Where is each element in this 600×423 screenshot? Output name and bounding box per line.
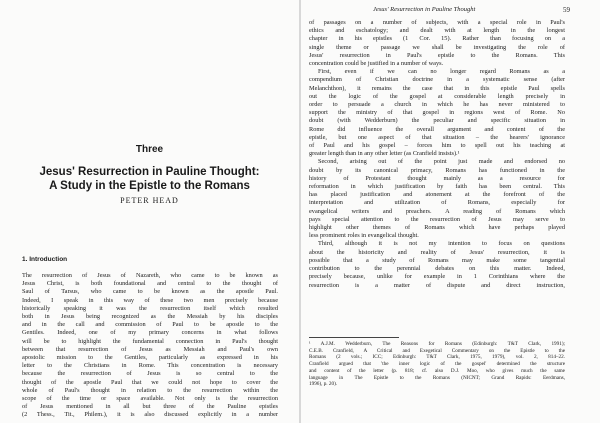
footnote-rule (309, 337, 399, 338)
text-line: highlight other themes of Romans which have perhaps played (309, 224, 565, 232)
footnote-line: ¹ A.J.M. Wedderburn, The Reasons for Romans (Edinburgh: T&T Clark, 1991); (309, 341, 565, 347)
left-body-text (22, 272, 278, 420)
text-line: Saul of Tarsus, who came to be known as the apostle Paul. (22, 288, 278, 296)
section-heading: 1. Introduction (22, 256, 68, 263)
text-line: out the logic of the gospel at considerable length precisely in (309, 92, 565, 100)
text-line: First, even if we can no longer regard Romans as a (318, 68, 565, 76)
left-page (0, 0, 299, 423)
chapter-title (0, 165, 299, 193)
text-line: (2 Thess., Tit., Philem.), it is also discussed explicitly in a number (22, 411, 278, 419)
text-line: has placed justification and atonement at the forefront of the (309, 191, 565, 199)
text-line: of Paul and his gospel – forces him to spell out his teaching at (309, 142, 565, 150)
text-line: Third, although it is not my intention to focus on questions (318, 240, 565, 248)
text-line: thought of the apostle Paul that we could not hope to cover the (22, 378, 278, 386)
text-line: of Jesus mentioned in all but three of the Pauline epistles (22, 403, 278, 411)
chapter-title-line: Jesus' Resurrection in Pauline Thought: (39, 166, 260, 178)
footnote-line: 1996), p. 20). (309, 381, 338, 388)
text-line: Melanchthon), it remains the case that in this epistle Paul spells (309, 84, 565, 92)
text-line: and in the call and commission of Paul to be apostle to the (22, 321, 278, 329)
text-line: possible that a study of Romans may make some tangential (309, 256, 565, 264)
text-line: epistle, but one aspect of that situation – the hearers' ignorance (309, 133, 565, 141)
text-line: greater length than in any other letter (as Cranfield insists).¹ (309, 150, 460, 158)
text-line: support the ministry of that gospel in regions west of Rome. No (309, 109, 565, 117)
text-line: resurrection is a matter of dispute and direct instruction, (309, 281, 565, 289)
footnote-line: C.E.B. Cranfield, A Critical and Exegetical Commentary on the Epistle to the (309, 347, 565, 354)
chapter-author: PETER HEAD (120, 196, 179, 205)
text-line: because the resurrection of Jesus is so central to the (22, 370, 278, 378)
text-line: concentration could be justified in a number of ways. (309, 60, 444, 68)
text-line: Jesus Christ, is both foundational and central to the thought of (22, 280, 278, 288)
running-head: Jesus' Resurrection in Pauline Thought (373, 6, 476, 13)
footnote-line: Romans (2 vols.; ICC; Edinburgh: T&T Clark, 1975, 1979), vol. 2, 814–22. (309, 354, 565, 361)
text-line: letter to the Christians in Rome. This concentration is necessary (22, 362, 278, 370)
text-line: contribution to the perennial debates on this matter. Indeed, (309, 265, 565, 273)
page-number: 59 (563, 6, 570, 14)
right-body-text (309, 19, 565, 290)
text-line: Gentiles. Indeed, one of my primary concerns in what follows (22, 329, 278, 337)
text-line: between that resurrection of Jesus as Messiah and Paul's own (22, 345, 278, 353)
text-line: Second, arising out of the point just made and endorsed no (318, 158, 565, 166)
text-line: less prominent roles in evangelical thought. (309, 232, 419, 240)
footnotes (309, 341, 565, 388)
text-line: reformation in which justification by faith has been central. This (309, 183, 565, 191)
text-line: both in Jesus being recognized as the Messiah by his disciples (22, 313, 278, 321)
text-line: Rome did influence the overall argument and content of the (309, 125, 565, 133)
text-line: doubt (with Wedderburn) the peculiar and specific situation in (309, 117, 565, 125)
text-line: Jesus' resurrection in Paul's epistle to the Romans. This (309, 51, 565, 59)
text-line: doubt by its canonical primacy, Romans has functioned in the (309, 166, 565, 174)
text-line: precisely because, unlike for example in 1 Corinthians where the (309, 273, 565, 281)
text-line: of passages on a number of subjects, with a special role in Paul's (309, 19, 565, 26)
chapter-title-line: A Study in the Epistle to the Romans (49, 180, 250, 192)
footnote-line: Cranfield argued that 'the inner logic of the gospel' determined the structure (309, 361, 565, 368)
text-line: pays special attention to the resurrection of Jesus may serve to (309, 215, 565, 223)
text-line: apostolic mission to the Gentiles, particularly as expressed in his (22, 354, 278, 362)
text-line: will be to highlight the fundamental connection in Paul's thought (22, 337, 278, 345)
text-line: historically speaking it was the resurrection itself which resulted (22, 304, 278, 312)
text-line: about the historicity and reality of Jesus' resurrection, it is (309, 248, 565, 256)
text-line: interpretation and utilization of Romans, especially for (309, 199, 565, 207)
footnote-line: language in The Epistle to the Romans (NICNT; Grand Rapids: Eerdmans, (309, 374, 565, 381)
text-line: single theme or passage we shall be investigating the role of (309, 43, 565, 51)
text-line: whole of Paul's thought in relation to the resurrection within the (22, 386, 278, 394)
text-line: compendium of Christian doctrine in a systematic sense (after (309, 76, 565, 84)
footnote-line: and content of the letter (p. 818; cf. also D.J. Moo, who gives much the same (309, 367, 565, 374)
right-page (301, 0, 600, 423)
chapter-number: Three (135, 144, 164, 155)
text-line: Indeed, I speak in this way of these two men precisely because (22, 296, 278, 304)
text-line: scope of the time or space available. Not only is the resurrection (22, 395, 278, 403)
text-line: order to persuade a church in which he has never ministered to (309, 101, 565, 109)
text-line: The resurrection of Jesus of Nazareth, who came to be known as (22, 272, 278, 279)
text-line: ethics and eschatology; and dealt with at length in the longest (309, 27, 565, 35)
text-line: chapter in his epistles (1 Cor. 15). Rather than focusing on a (309, 35, 565, 43)
text-line: evangelical writers and preachers. A reading of Romans which (309, 207, 565, 215)
text-line: history of Protestant thought mainly as a resource for (309, 174, 565, 182)
